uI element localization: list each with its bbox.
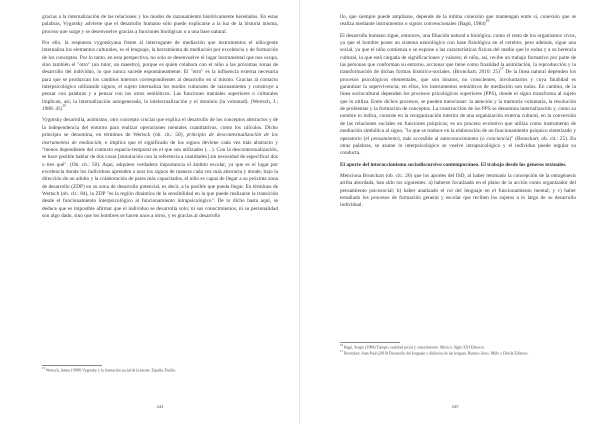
- footnote: [340, 348, 576, 357]
- right-page-body: [340, 14, 576, 214]
- emphasized-term: principio de descontextualización de los instrumentos de mediación: [42, 132, 278, 146]
- footnote-ref: 15: [62, 104, 67, 109]
- footnote-text: Bagú, Sergio (1984) Tiempo, realidad social y conocimiento. México, Siglo XXI Editores.: [343, 345, 485, 350]
- footnote-number: 17: [340, 348, 343, 353]
- section-heading: El aporte del interaccionismo sociodiscursivo contemporáneo. El trabajo desde los géneros textuales.: [340, 161, 567, 168]
- footnote-rule: [42, 365, 102, 366]
- footnote-number: 15: [42, 366, 45, 370]
- paragraph: [42, 40, 278, 113]
- paragraph: gracias a la internalización de las relaciones y los modos de razonamiento históricamente heredados. En estas palabras, Vygotsky advierte que el desarrollo humano sólo puede explicarse a la luz de la historia misma, proceso que surge y se desenvuelve gracias a funciones biológicas o a una base natural.: [42, 14, 278, 35]
- paragraph: [340, 33, 576, 158]
- left-page-body: [42, 14, 278, 224]
- paragraph-text: De la línea natural dependen los procesos psicológicos elementales, que son innatos, no conscientes, involuntarios y cuya finalidad es garantizar la supervivencia; en ellos, los instrumentos semióticos de mediación son nulos. En cambio, de la línea sociocultural dependen los procesos psicológicos superiores (PPS), donde el signo transforma al sujeto que lo utiliza. Entre dichos procesos, se pueden mencionar: la atención y la memoria voluntaria, la resolución de problemas y la formación de conceptos. La construcción de los PPS se denomina internalización y, como su nombre lo indica, consiste en la reorganización interior de una organización externa cultural, en la conversión de las relaciones sociales en funciones psíquicas; es un proceso evolutivo que utiliza como instrumento de mediación simbólica al signo, "lo que se traduce en la elaboración de un funcionamiento psíquico sintetizado y operatorio (: [340, 69, 577, 142]
- paragraph-text: Vygotsky desarrolla, asimismo, otro concepto crucial que explica el desarrollo de los conceptos abstractos y de la independencia del entorno para realizar operaciones mentales cuantitativas, como los cálculos. Dicho principio se denomina, en términos de Wertsch (ob. cit.: 50),: [42, 117, 278, 139]
- paragraph: Menciona Bronckart (ob. cit.: 26) que los aportes del ISD, al haber retomado la concepción de la ontogénesis arriba abordada, han sido los siguientes: a) haberse focalizado en el plano de la acción como organizador del pensamiento psicosocial; b) haber analizado el rol del lenguaje en el funcionamiento mental; y c) haber estudiado los procesos de formación general y escolar que reciben los sujetos a lo largo de su desarrollo individual.: [340, 172, 576, 209]
- footnote: [42, 368, 278, 374]
- right-footnotes: [340, 342, 576, 356]
- right-page: [300, 0, 600, 424]
- paragraph-text: ), más accesible al autoconocimiento (: [397, 135, 482, 142]
- paragraph: [42, 117, 278, 220]
- footnote-text: Wertsch, James (1988) Vygotsky y la formación social de la mente. España, Paidós.: [45, 368, 177, 373]
- footnote-ref: 16: [485, 19, 490, 24]
- footnote-rule: [340, 342, 400, 343]
- footnote-number: 16: [340, 343, 343, 347]
- paragraph: [340, 14, 576, 29]
- emphasized-term: el pensamiento: [365, 135, 398, 142]
- footnote-text: Bronckart, Jean-Paul (2010) Desarrollo del lenguaje y didáctica de las lenguas, Buenos Aires, Miño y Dávila Editores.: [343, 350, 529, 355]
- page-number: 444: [156, 404, 164, 409]
- page-number: 445: [451, 404, 459, 409]
- paragraph-text: , e implica que el significado de los signos deviene cada vez más abstracto y "menos dependiente del contexto espacio-temporal en el que son utilizados (…). Con la descontextualización, se hace posible hablar de dos cosas [simulación con la referencia a cantidades] sin necesidad de especificar dos o tres qué". (Ob. cit.: 50). Aquí, adquiere verdadera importancia el ámbito escolar, ya que es el lugar por excelencia donde los individuos aprenden a usar los signos de manera cada vez más abstracta y donde, bajo la dirección de un adulto y la colaboración de pares más capacitados, el niño es capaz de llegar a su próxima zona de desarrollo (ZDP) en su zona de desarrollo potencial, es decir, a lo posible que pueda llegar. En términos de Wertsch (ob. cit.: 84), la ZDP "es la región dinámica de la sensibilidad en la que puede realizarse la transición desde el funcionamiento interpsicológico al funcionamiento intrapsicológico". De lo dicho hasta aquí, se deduce que es imposible afirmar que el individuo se desarrolla solo; ni sus conocimientos, ni su personalidad son algo dado, sino que los hombres se hacen unos a otros, y es gracias al desarrollo: [42, 139, 278, 219]
- left-footnotes: [42, 365, 278, 374]
- paragraph-text: El desarrollo humano sigue, entonces, una filiación natural o biológica, como el resto de los organismos vivos, ya que el hombre posee un sistema neurológico con base fisiológica en el cerebro; pero además, sigue una social, ya que el niño comienza o se expone a las características físicas del medio que lo rodea y a su herencia cultural, la que está cargada de significaciones y valores; el niño, así, recibe un trabajo formativo por parte de las personas que conforman su entorno, accionar que tiene como finalidad la asimilación, la reproducción y la transformación de dichas formas histórico-sociales. (Bronckart, 2010: 25): [340, 32, 576, 76]
- paragraph-text: Por ello, la respuesta vygotskyana frente al interrogante de mediación que instrumentos el niño/gente internaliza los elementos culturales, es el lenguaje, la herramienta de mediación por excelencia y de formación de los conceptos. Por lo tanto, en esta perspectiva, no solo se desenvuelve el lugar instrumental que nos ocupa, sino también el "otro" (un tutor, un maestro), porque es quien colabora con el niño a las próximas zonas de desarrollo del individuo, lo que nunca sucede espontáneamente. El "otro" es la influencia externa necesaria para que se produzcan los cambios internos correspondientes al desarrollo en sí mismo. Gracias al contacto interpsicológico utilizando signos, el sujeto internaliza los modos culturales de razonamiento y construye a pensar con palabras y a pensar con los otros semióticos. Las funciones mentales superiores o culturales implican, así, la internalización autogenerada, la intelectualización y el dominio (la voluntad). (Wertsch, J.; 1988: 45): [42, 40, 278, 113]
- paragraph-text: llo, que siempre puede ampliarse, depende de la íntima conexión que mantengan entre sí, conexión que se realiza mediante instrumentos o signos convencionales (Bagú, 1984): [340, 14, 576, 28]
- emphasized-term: o conciencia: [481, 135, 510, 142]
- footnote-ref: 17: [499, 67, 504, 72]
- paragraph-text: )" (Bronckart, ob. cit.: 25). En otras palabras, se asume lo interpsicológico se vuelve intrapsicológico y el individuo puede regular su conducta.: [340, 135, 576, 157]
